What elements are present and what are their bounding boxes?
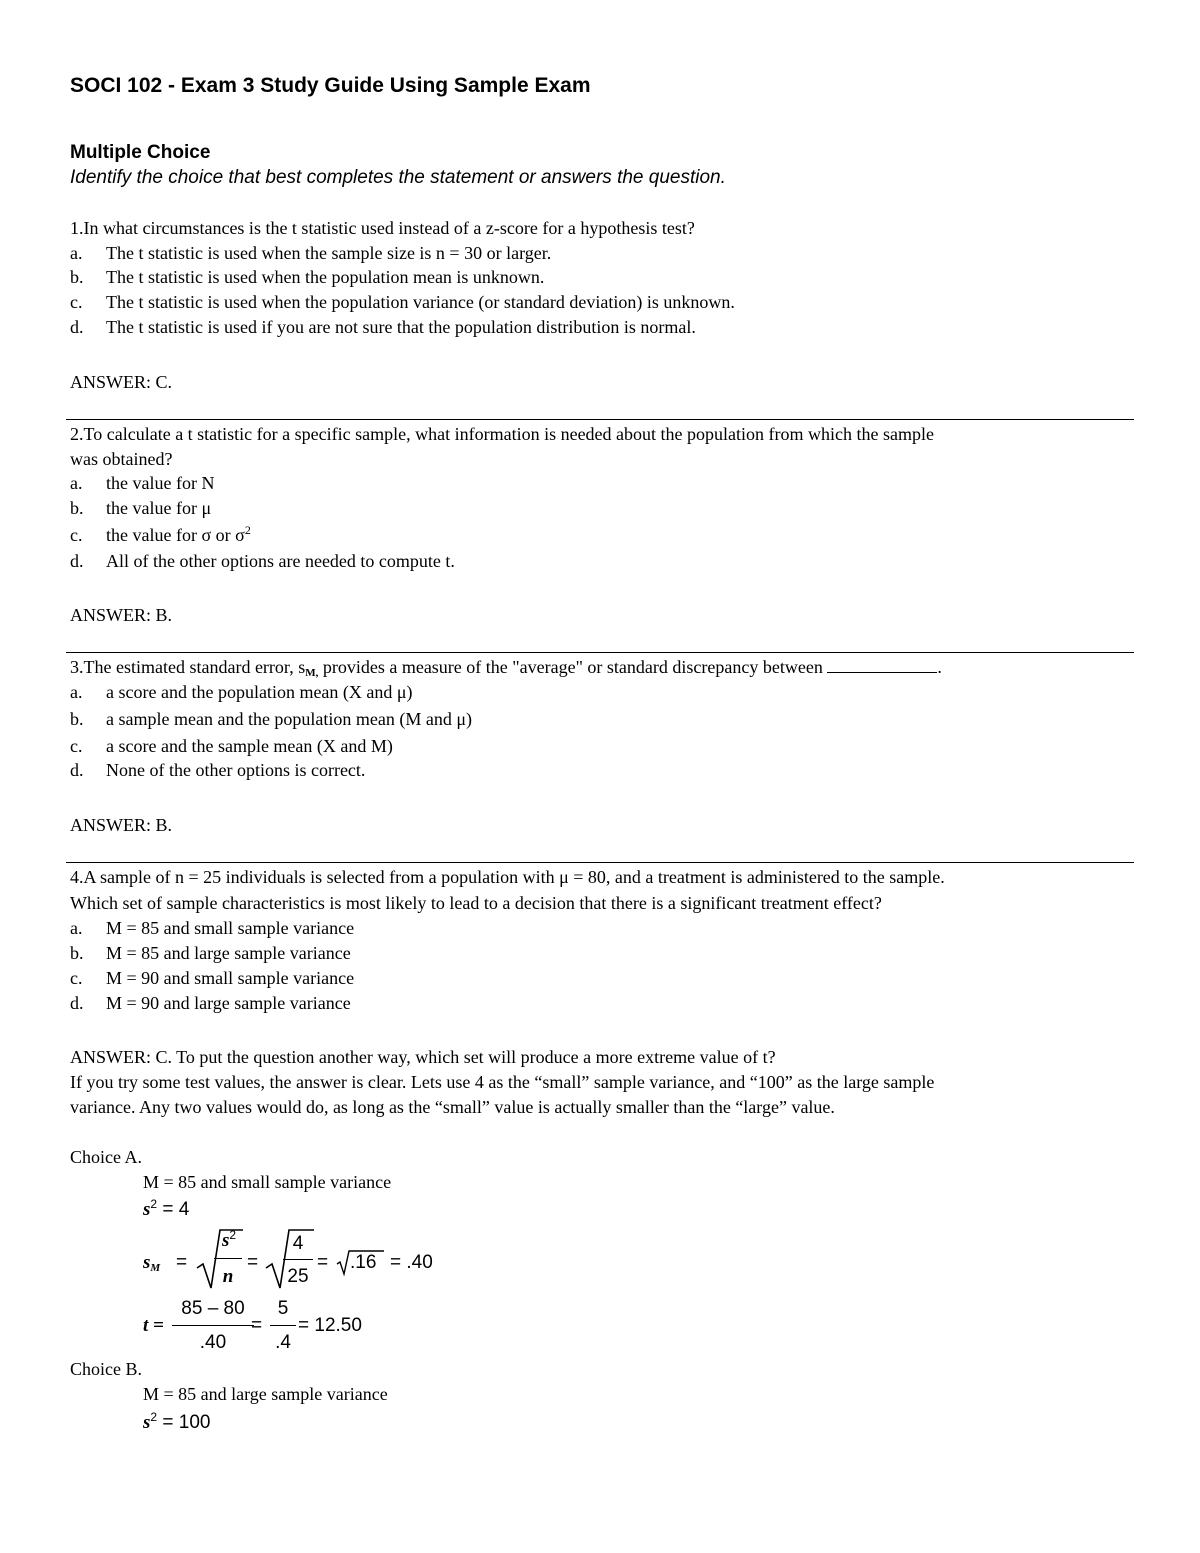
t-lhs xyxy=(143,1315,164,1337)
squared-superscript: 2 xyxy=(150,1410,158,1424)
squared-superscript: 2 xyxy=(150,1197,158,1211)
fraction-bar xyxy=(270,1325,296,1326)
q2-option-text: All of the other options are needed to compute t. xyxy=(106,551,455,571)
q3-stem-subscript: M, xyxy=(305,667,319,679)
q1-answer: ANSWER: C. xyxy=(70,372,173,392)
fraction-bar xyxy=(283,1259,313,1260)
q2-option-text-c xyxy=(106,524,251,546)
section-title: Multiple Choice xyxy=(70,142,211,163)
q1-option-text: The t statistic is used when the population mean is unknown. xyxy=(106,267,545,287)
q3-option-text: a score and the sample mean (X and M) xyxy=(106,736,393,756)
choice-b-label: Choice B. xyxy=(70,1359,142,1379)
q4-option-text: M = 85 and large sample variance xyxy=(106,943,351,963)
choice-a-label: Choice A. xyxy=(70,1147,142,1167)
q1-option-letter: a. xyxy=(70,243,83,263)
q1-option-letter: d. xyxy=(70,317,84,337)
se-result: = .40 xyxy=(390,1252,433,1273)
q4-option-letter: a. xyxy=(70,918,83,938)
s-symbol: s xyxy=(143,1412,151,1433)
q2-option-letter: c. xyxy=(70,525,83,545)
t-result: = 12.50 xyxy=(298,1315,362,1336)
equals-sign: = xyxy=(176,1252,188,1273)
choice-a-desc: M = 85 and small sample variance xyxy=(143,1172,392,1192)
divider xyxy=(66,652,1134,653)
t-denominator: .40 xyxy=(199,1332,227,1353)
q3-answer: ANSWER: B. xyxy=(70,815,173,835)
q3-stem xyxy=(70,656,942,678)
q2-option-text: the value for μ xyxy=(106,498,212,518)
q2-option-letter: a. xyxy=(70,473,83,493)
choice-b-desc: M = 85 and large sample variance xyxy=(143,1384,388,1404)
q4-explanation-line1: If you try some test values, the answer is clear. Lets use 4 as the “small” sample variance, and “100” as the large sample xyxy=(70,1072,935,1092)
q2-stem-line2: was obtained? xyxy=(70,449,173,469)
q2-option-letter: d. xyxy=(70,551,84,571)
q2-option-c-text: the value for σ or σ xyxy=(106,525,245,545)
q4-option-letter: d. xyxy=(70,993,84,1013)
equals-sign: = xyxy=(247,1252,259,1273)
q2-option-text: the value for N xyxy=(106,473,215,493)
q4-option-text: M = 90 and large sample variance xyxy=(106,993,351,1013)
q1-option-text: The t statistic is used when the population variance (or standard deviation) is unknown. xyxy=(106,292,735,312)
q3-stem-end: . xyxy=(937,657,942,677)
m-subscript: M xyxy=(150,1262,161,1274)
sm-lhs xyxy=(143,1252,160,1274)
frac2-denominator: 25 xyxy=(287,1266,309,1287)
q2-stem-line1: 2.To calculate a t statistic for a specific sample, what information is needed about the population from which the sample xyxy=(70,424,934,444)
q2-answer: ANSWER: B. xyxy=(70,605,173,625)
equals-sign: = xyxy=(317,1252,329,1273)
q1-stem: 1.In what circumstances is the t statistic used instead of a z-score for a hypothesis test? xyxy=(70,218,695,238)
answer-blank xyxy=(827,656,937,673)
fraction-bar xyxy=(172,1325,254,1326)
s-symbol: s xyxy=(143,1199,151,1220)
choice-a-variance-eq xyxy=(143,1199,189,1221)
instructions: Identify the choice that best completes the statement or answers the question. xyxy=(70,167,726,188)
q3-option-letter: d. xyxy=(70,760,84,780)
q3-option-text: a sample mean and the population mean (M and μ) xyxy=(106,709,473,729)
q4-option-letter: c. xyxy=(70,968,83,988)
q3-option-letter: b. xyxy=(70,709,84,729)
q1-option-text: The t statistic is used when the sample size is n = 30 or larger. xyxy=(106,243,552,263)
squared-superscript: 2 xyxy=(229,1228,237,1242)
q2-option-letter: b. xyxy=(70,498,84,518)
page-title: SOCI 102 - Exam 3 Study Guide Using Sample Exam xyxy=(70,74,591,97)
q2-option-c-superscript: 2 xyxy=(244,523,251,537)
choice-b-variance-eq xyxy=(143,1412,210,1434)
q3-option-letter: a. xyxy=(70,682,83,702)
q1-option-letter: b. xyxy=(70,267,84,287)
q1-option-letter: c. xyxy=(70,292,83,312)
t-numerator2: 5 xyxy=(277,1298,289,1319)
q4-option-letter: b. xyxy=(70,943,84,963)
frac1-denominator: n xyxy=(222,1266,234,1287)
q3-stem-pre: 3.The estimated standard error, s xyxy=(70,657,306,677)
q4-option-text: M = 85 and small sample variance xyxy=(106,918,355,938)
s-symbol: s xyxy=(221,1230,230,1251)
t-numerator: 85 – 80 xyxy=(181,1298,245,1319)
variance-value: = 100 xyxy=(162,1412,211,1433)
q3-option-letter: c. xyxy=(70,736,83,756)
q4-explanation-line2: variance. Any two values would do, as long as the “small” value is actually smaller than the “large” value. xyxy=(70,1097,835,1117)
frac1-numerator xyxy=(215,1230,243,1252)
q4-stem-line1: 4.A sample of n = 25 individuals is selected from a population with μ = 80, and a treatment is administered to the sample. xyxy=(70,867,945,887)
variance-value: = 4 xyxy=(162,1199,190,1220)
divider xyxy=(66,862,1134,863)
frac2-numerator: 4 xyxy=(292,1233,304,1254)
divider xyxy=(66,419,1134,420)
sqrt-value: .16 xyxy=(350,1252,377,1273)
fraction-bar xyxy=(214,1258,242,1259)
q3-option-text: None of the other options is correct. xyxy=(106,760,366,780)
q4-answer: ANSWER: C. To put the question another way, which set will produce a more extreme value of t? xyxy=(70,1047,776,1067)
q3-option-text: a score and the population mean (X and μ) xyxy=(106,682,413,702)
s-symbol: s xyxy=(143,1252,151,1273)
t-lhs-text: t = xyxy=(143,1315,164,1336)
q4-stem-line2: Which set of sample characteristics is most likely to lead to a decision that there is a significant treatment effect? xyxy=(70,893,882,913)
t-denominator2: .4 xyxy=(275,1332,291,1353)
q3-stem-post: provides a measure of the "average" or standard discrepancy between xyxy=(318,657,823,677)
equals-sign: = xyxy=(251,1315,263,1336)
q1-option-text: The t statistic is used if you are not sure that the population distribution is normal. xyxy=(106,317,696,337)
q4-option-text: M = 90 and small sample variance xyxy=(106,968,355,988)
